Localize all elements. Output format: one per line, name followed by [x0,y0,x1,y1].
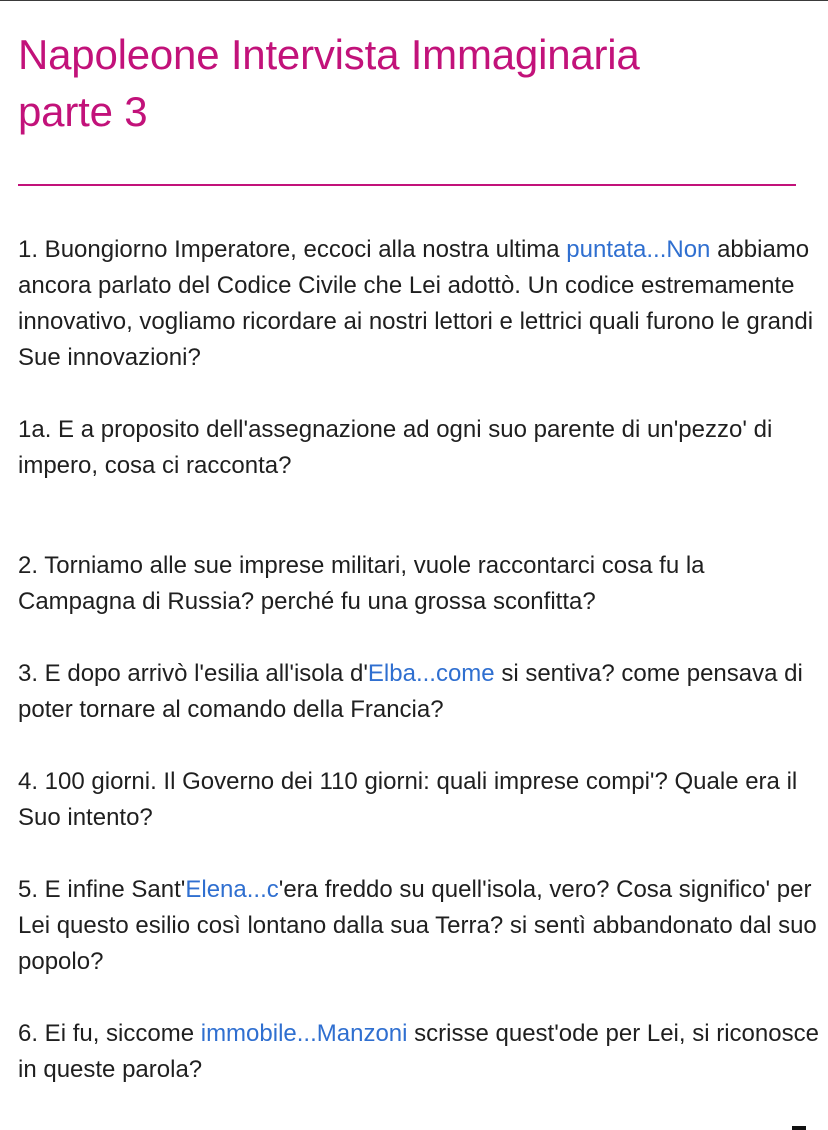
question-1-text-rest: abbiamo ancora parlato del Codice Civile che Lei adottò. Un codice estremamente innovativo, vogliamo ricordare ai nostri lettori e lettrici quali furono le grandi Sue innovazioni? [18,236,814,371]
paragraph-spacer [18,728,823,764]
title-line-2: parte 3 [18,88,148,135]
question-5-text: 5. E infine Sant' [18,876,186,903]
question-3 [18,656,823,728]
question-4-text: 4. 100 giorni. Il Governo dei 110 giorni: quali imprese compi'? Quale era il Suo intento? [18,768,798,831]
title-divider [18,184,796,186]
question-6-text: 6. Ei fu, siccome [18,1020,201,1047]
paragraph-spacer [18,484,823,548]
question-5 [18,872,823,980]
article-body [18,232,823,1088]
link-elena[interactable]: Elena...c [185,876,279,903]
question-4 [18,764,823,836]
link-immobile-manzoni[interactable]: immobile...Manzoni [200,1020,408,1047]
paragraph-spacer [18,980,823,1016]
question-1a [18,412,823,484]
paragraph-spacer [18,836,823,872]
scroll-indicator [792,1126,806,1130]
top-border [0,0,828,1]
question-2 [18,548,823,620]
question-6 [18,1016,823,1088]
paragraph-spacer [18,376,823,412]
question-1 [18,232,823,376]
link-elba[interactable]: Elba...come [367,660,495,687]
paragraph-spacer [18,620,823,656]
question-5-text-rest: 'era freddo su quell'isola, vero? Cosa significo' per Lei questo esilio così lontano dalla sua Terra? si sentì abbandonato dal suo popolo? [18,876,817,975]
question-1-text: 1. Buongiorno Imperatore, eccoci alla nostra ultima [18,236,567,263]
link-puntata[interactable]: puntata...Non [566,236,711,263]
page-title [18,26,808,140]
title-line-1: Napoleone Intervista Immaginaria [18,31,640,78]
question-3-text: 3. E dopo arrivò l'esilia all'isola d' [18,660,368,687]
question-2-text: 2. Torniamo alle sue imprese militari, vuole raccontarci cosa fu la Campagna di Russia? perché fu una grossa sconfitta? [18,552,705,615]
question-3-text-rest: si sentiva? come pensava di poter tornare al comando della Francia? [18,660,803,723]
question-1a-text: 1a. E a proposito dell'assegnazione ad ogni suo parente di un'pezzo' di impero, cosa ci racconta? [18,416,773,479]
question-6-text-rest: scrisse quest'ode per Lei, si riconosce in queste parola? [18,1020,819,1083]
